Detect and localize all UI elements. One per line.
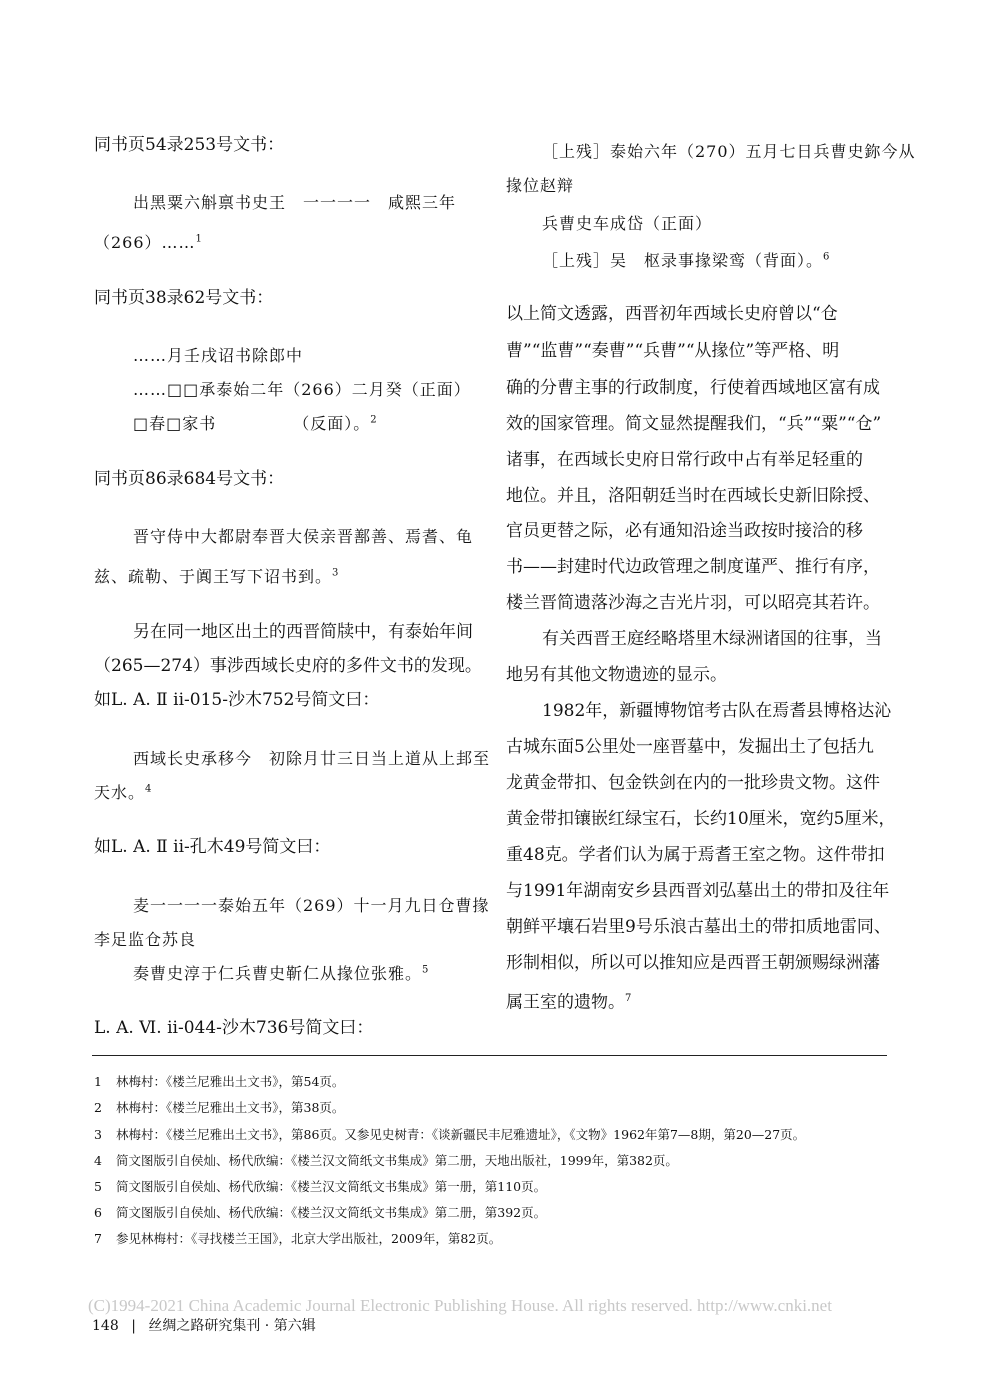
footnote-item (94, 1178, 546, 1196)
footnote-number: 3 (94, 1127, 102, 1142)
footnote-ref-6[interactable]: 6 (823, 251, 831, 263)
footnote-ref-7[interactable]: 7 (625, 993, 632, 1004)
para-2-line5: 诸事，在西域长史府日常行政中占有举足轻重的 (506, 450, 863, 470)
ref-p86: 同书页86录684号文书： (94, 469, 285, 489)
para-2-line8: 书——封建时代边政管理之制度谨严、推行有序， (506, 557, 880, 577)
quote-49-line2: 李足监仓苏良 (94, 930, 197, 949)
footnote-text: 参见林梅村：《寻找楼兰王国》，北京大学出版社，2009年，第82页。 (116, 1231, 502, 1246)
para-2-line7: 官员更替之际，必有通知沿途当政按时接洽的移 (506, 521, 863, 541)
footnote-number: 4 (94, 1153, 102, 1168)
para-3-line2: 地另有其他文物遗迹的显示。 (506, 665, 727, 685)
para-1-line1: 另在同一地区出土的西晋简牍中，有泰始年间 (133, 622, 473, 642)
footnote-ref-3[interactable]: 3 (332, 567, 340, 579)
para-4-line4: 黄金带扣镶嵌红绿宝石，长约10厘米，宽约5厘米， (506, 809, 896, 829)
para-3-line1: 有关西晋王庭经略塔里木绿洲诸国的往事，当 (542, 629, 882, 649)
footnote-ref-5[interactable]: 5 (422, 964, 430, 976)
para-2-line6: 地位。并且，洛阳朝廷当时在西域长史新旧除授、 (506, 486, 880, 506)
ref-49: 如L. A. Ⅱ ii-孔木49号简文曰： (94, 837, 331, 857)
para-2-line9: 楼兰晋简遗落沙海之吉光片羽，可以昭亮其若许。 (506, 593, 880, 613)
footer-separator: | (131, 1318, 136, 1334)
quote-49-line1: 麦一一一一泰始五年（269）十一月九日仓曹掾 (133, 896, 490, 915)
footnote-text: 简文图版引自侯灿、杨代欣编：《楼兰汉文简纸文书集成》第一册，第110页。 (116, 1179, 547, 1194)
ref-736: L. A. Ⅵ. ii-044-沙木736号简文曰： (94, 1018, 374, 1038)
footnote-number: 1 (94, 1074, 102, 1089)
footnote-number: 2 (94, 1100, 102, 1115)
quote-752-line2: 天水。$^4$ (94, 783, 153, 802)
para-2-line4: 效的国家管理。简文显然提醒我们，“兵”“粟”“仓” (506, 414, 882, 434)
page-footer (92, 1315, 316, 1335)
para-4-line3: 龙黄金带扣、包金铁剑在内的一批珍贵文物。这件 (506, 773, 880, 793)
footnote-text: 林梅村：《楼兰尼雅出土文书》，第54页。 (116, 1074, 345, 1089)
para-4-line6: 与1991年湖南安乡县西晋刘弘墓出土的带扣及往年 (506, 881, 890, 901)
quote-p38-line1: ……月壬戌诏书除郎中 (133, 346, 304, 365)
quote-736-line1: ［上残］泰始六年（270）五月七日兵曹史鉨今从 (542, 142, 916, 161)
quote-49-line3: 奏曹史淳于仁兵曹史靳仁从掾位张雅。$^5$ (133, 964, 430, 983)
para-1-line3: 如L. A. Ⅱ ii-015-沙木752号简文曰： (94, 690, 380, 710)
para-2-line1: 以上简文透露，西晋初年西域长史府曾以“仓 (506, 304, 838, 324)
para-4-line9: 属王室的遗物。$^7$ (506, 992, 632, 1013)
footnote-text: 林梅村：《楼兰尼雅出土文书》，第86页。又参见史树青：《谈新疆民丰尼雅遗址》，《文物》1962年第7—8期，第20—27页。 (116, 1127, 806, 1142)
footnote-item (94, 1204, 546, 1222)
quote-736-line4: ［上残］吴 枢录事掾梁鸾（背面）。$^6$ (542, 251, 831, 270)
quote-736-line2: 掾位赵辩 (506, 176, 575, 195)
footnote-item (94, 1152, 678, 1170)
ref-p54: 同书页54录253号文书： (94, 135, 285, 155)
quote-p38-line2: ……□□承泰始二年（266）二月癸（正面） (133, 380, 471, 399)
footnote-number: 6 (94, 1205, 102, 1220)
footnote-divider (92, 1055, 887, 1056)
quote-p54-line1: 出黑粟六斛禀书史王 一一一一 咸熙三年 (133, 193, 457, 212)
para-4-line1: 1982年，新疆博物馆考古队在焉耆县博格达沁 (542, 701, 892, 721)
footnote-text: 林梅村：《楼兰尼雅出土文书》，第38页。 (116, 1100, 345, 1115)
quote-752-line1: 西域长史承移今 初除月廿三日当上道从上邽至 (133, 749, 491, 768)
footnote-item (94, 1073, 344, 1091)
footnote-ref-4[interactable]: 4 (145, 783, 153, 795)
footnote-ref-2[interactable]: 2 (370, 414, 378, 426)
quote-p86-line2: 兹、疏勒、于阗王写下诏书到。$^3$ (94, 567, 340, 586)
para-4-line2: 古城东面5公里处一座晋墓中，发掘出土了包括九 (506, 737, 874, 757)
quote-p86-line1: 晋守侍中大都尉奉晋大侯亲晋鄯善、焉耆、龟 (133, 527, 474, 546)
footnote-item (94, 1126, 805, 1144)
footnote-number: 5 (94, 1179, 102, 1194)
footnote-number: 7 (94, 1231, 102, 1246)
footnote-text: 简文图版引自侯灿、杨代欣编：《楼兰汉文简纸文书集成》第二册，第392页。 (116, 1205, 547, 1220)
page-number: 148 (92, 1318, 119, 1334)
ref-p38: 同书页38录62号文书： (94, 288, 274, 308)
footnote-item (94, 1230, 501, 1248)
footnote-text: 简文图版引自侯灿、杨代欣编：《楼兰汉文简纸文书集成》第二册，天地出版社，1999年，第382页。 (116, 1153, 678, 1168)
quote-736-line3: 兵曹史车成岱（正面） (542, 214, 713, 233)
footnote-item (94, 1099, 344, 1117)
footnote-ref-1[interactable]: 1 (195, 233, 203, 245)
para-4-line5: 重48克。学者们认为属于焉耆王室之物。这件带扣 (506, 845, 885, 865)
quote-p54-line2: （266）……$^1$ (94, 233, 203, 252)
para-1-line2: （265—274）事涉西域长史府的多件文书的发现。 (94, 656, 482, 676)
para-4-line8: 形制相似，所以可以推知应是西晋王朝颁赐绿洲藩 (506, 953, 880, 973)
para-4-line7: 朝鲜平壤石岩里9号乐浪古墓出土的带扣质地雷同、 (506, 917, 891, 937)
journal-title: 丝绸之路研究集刊 · 第六辑 (148, 1318, 316, 1334)
para-2-line2: 曹”“监曹”“奏曹”“兵曹”“从掾位”等严格、明 (506, 341, 840, 361)
para-2-line3: 确的分曹主事的行政制度，行使着西域地区富有成 (506, 378, 880, 398)
copyright-watermark: (C)1994-2021 China Academic Journal Electronic Publishing House. All rights reserved. http://www.cnki.net (88, 1296, 832, 1315)
quote-p38-line3: □春□家书 （反面）。$^2$ (133, 414, 378, 433)
